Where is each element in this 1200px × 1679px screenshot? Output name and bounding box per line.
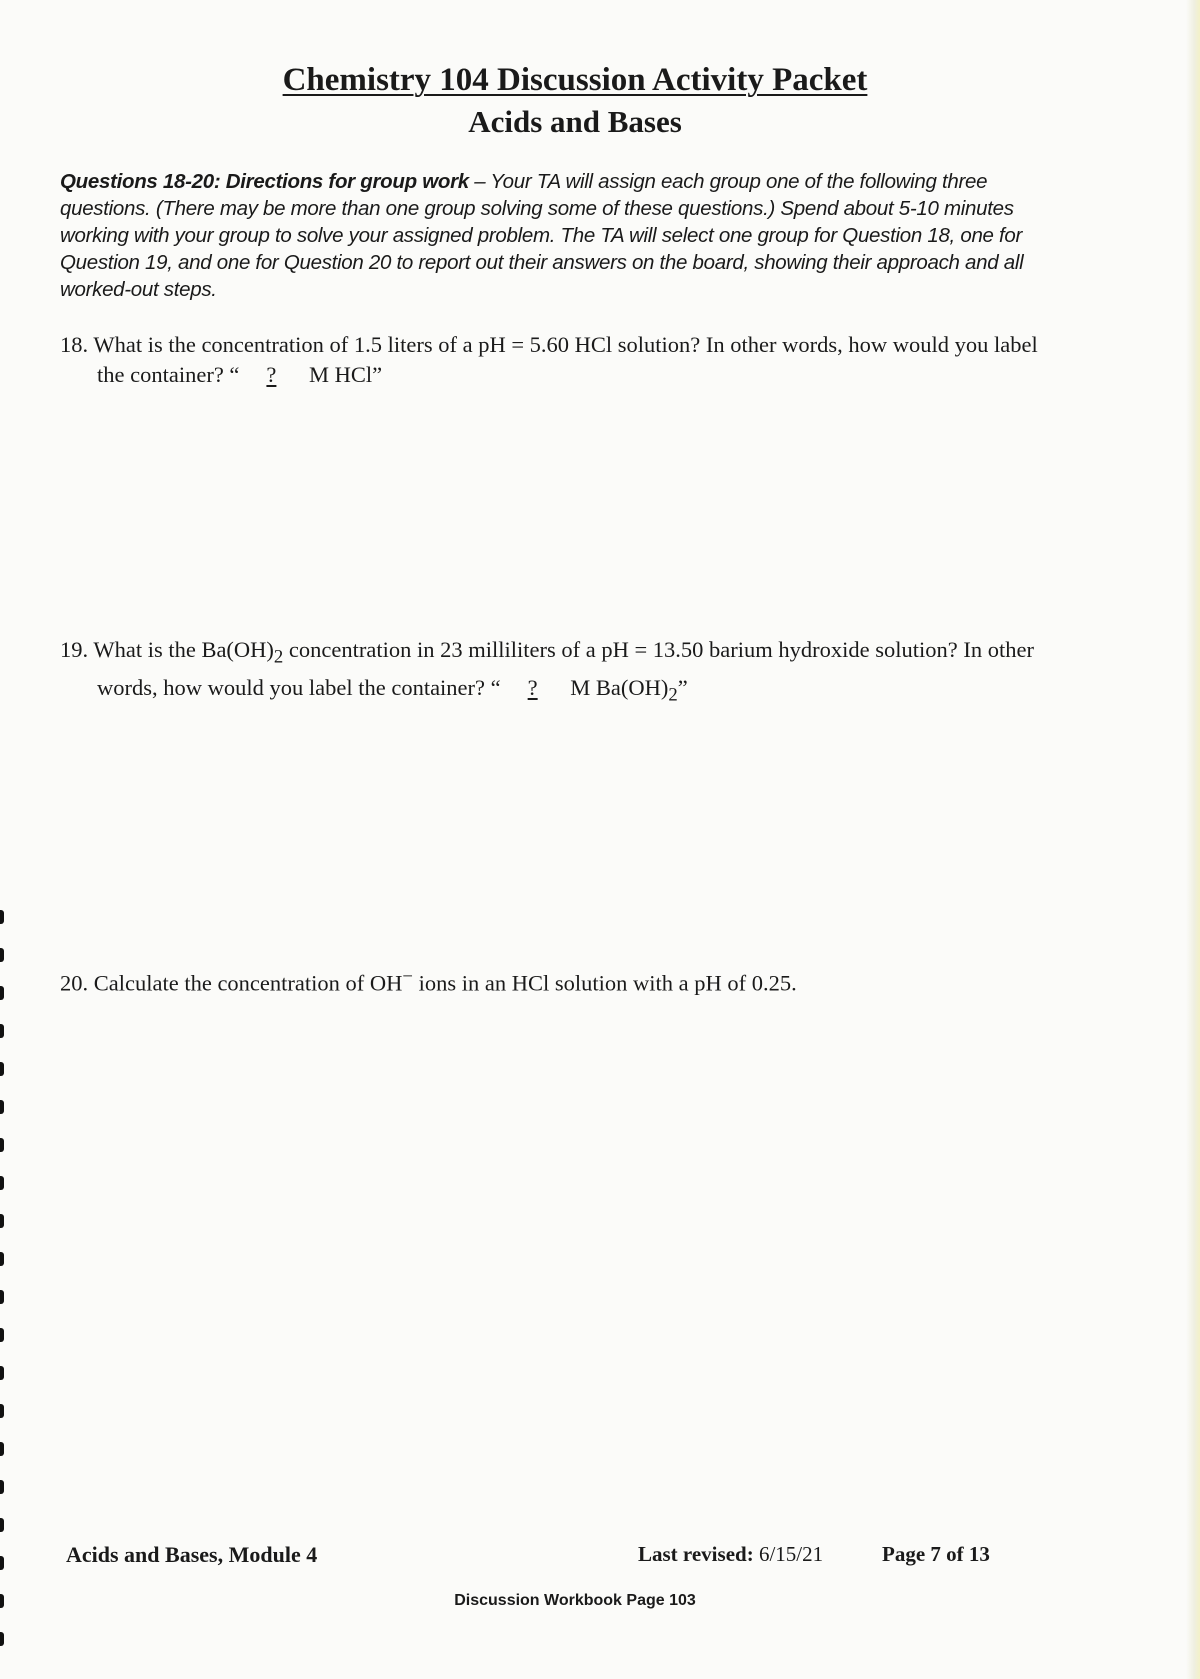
question-18-label-suffix: M HCl” — [309, 362, 383, 387]
question-20-text-a: Calculate the concentration of OH — [93, 970, 403, 996]
question-19-label-prefix: words, how would you label the container? “ — [97, 674, 501, 700]
question-20-line-1 — [60, 962, 1120, 999]
question-19-number: 19. — [60, 637, 89, 662]
question-19-line-2 — [60, 673, 1120, 711]
question-19-subscript: 2 — [273, 646, 284, 668]
footer-revised-date: 6/15/21 — [758, 1542, 824, 1566]
question-20-superscript: − — [402, 966, 413, 987]
question-20-number: 20. — [60, 970, 89, 996]
page-subtitle: Acids and Bases — [468, 104, 682, 139]
question-19-label-suffix-b: ” — [677, 674, 688, 700]
question-19-answer-blank: ? — [527, 674, 538, 700]
workbook-page-number: Discussion Workbook Page 103 — [454, 1592, 696, 1609]
footer-revised-label: Last revised: — [638, 1542, 754, 1566]
footer-revision — [638, 1542, 823, 1567]
directions-text: Your TA will assign each group one of the following three questions. (There may be more than one group solving some of these questions.) Spend about 5-10 minutes working with your group to solve your assigned problem. The TA will select one group for Question 18, one for Question 19, and one for Question 20 to report out their answers on the board, showing their approach and all worked-out steps. — [60, 170, 1024, 301]
directions-dash: – — [468, 170, 491, 193]
page-title: Chemistry 104 Discussion Activity Packet — [282, 62, 868, 98]
question-19-line-1 — [60, 635, 1120, 673]
question-18-number: 18. — [60, 332, 89, 357]
question-18 — [60, 330, 1120, 390]
binding-holes — [0, 910, 6, 1670]
question-19-label-suffix-a: M Ba(OH) — [570, 674, 669, 700]
question-20-text-b: ions in an HCl solution with a pH of 0.25. — [412, 970, 797, 996]
directions-lead: Questions 18-20: Directions for group work — [60, 170, 469, 193]
question-19 — [60, 635, 1120, 710]
group-work-directions — [60, 168, 1080, 303]
question-20 — [60, 962, 1120, 999]
page-edge-shadow — [1186, 0, 1200, 1679]
question-18-answer-blank: ? — [266, 362, 277, 387]
question-18-label-prefix: the container? “ — [97, 362, 240, 387]
question-18-text: What is the concentration of 1.5 liters of a pH = 5.60 HCl solution? In other words, how would you label — [93, 332, 1038, 357]
question-19-label-subscript: 2 — [668, 684, 678, 705]
footer-page-number: Page 7 of 13 — [882, 1542, 990, 1566]
question-18-line-1 — [60, 330, 1120, 360]
question-19-text-b: concentration in 23 milliliters of a pH = 13.50 barium hydroxide solution? In other — [283, 637, 1034, 662]
question-19-text-a: What is the Ba(OH) — [93, 637, 274, 662]
question-18-line-2 — [60, 360, 1120, 390]
footer-module: Acids and Bases, Module 4 — [66, 1542, 318, 1567]
